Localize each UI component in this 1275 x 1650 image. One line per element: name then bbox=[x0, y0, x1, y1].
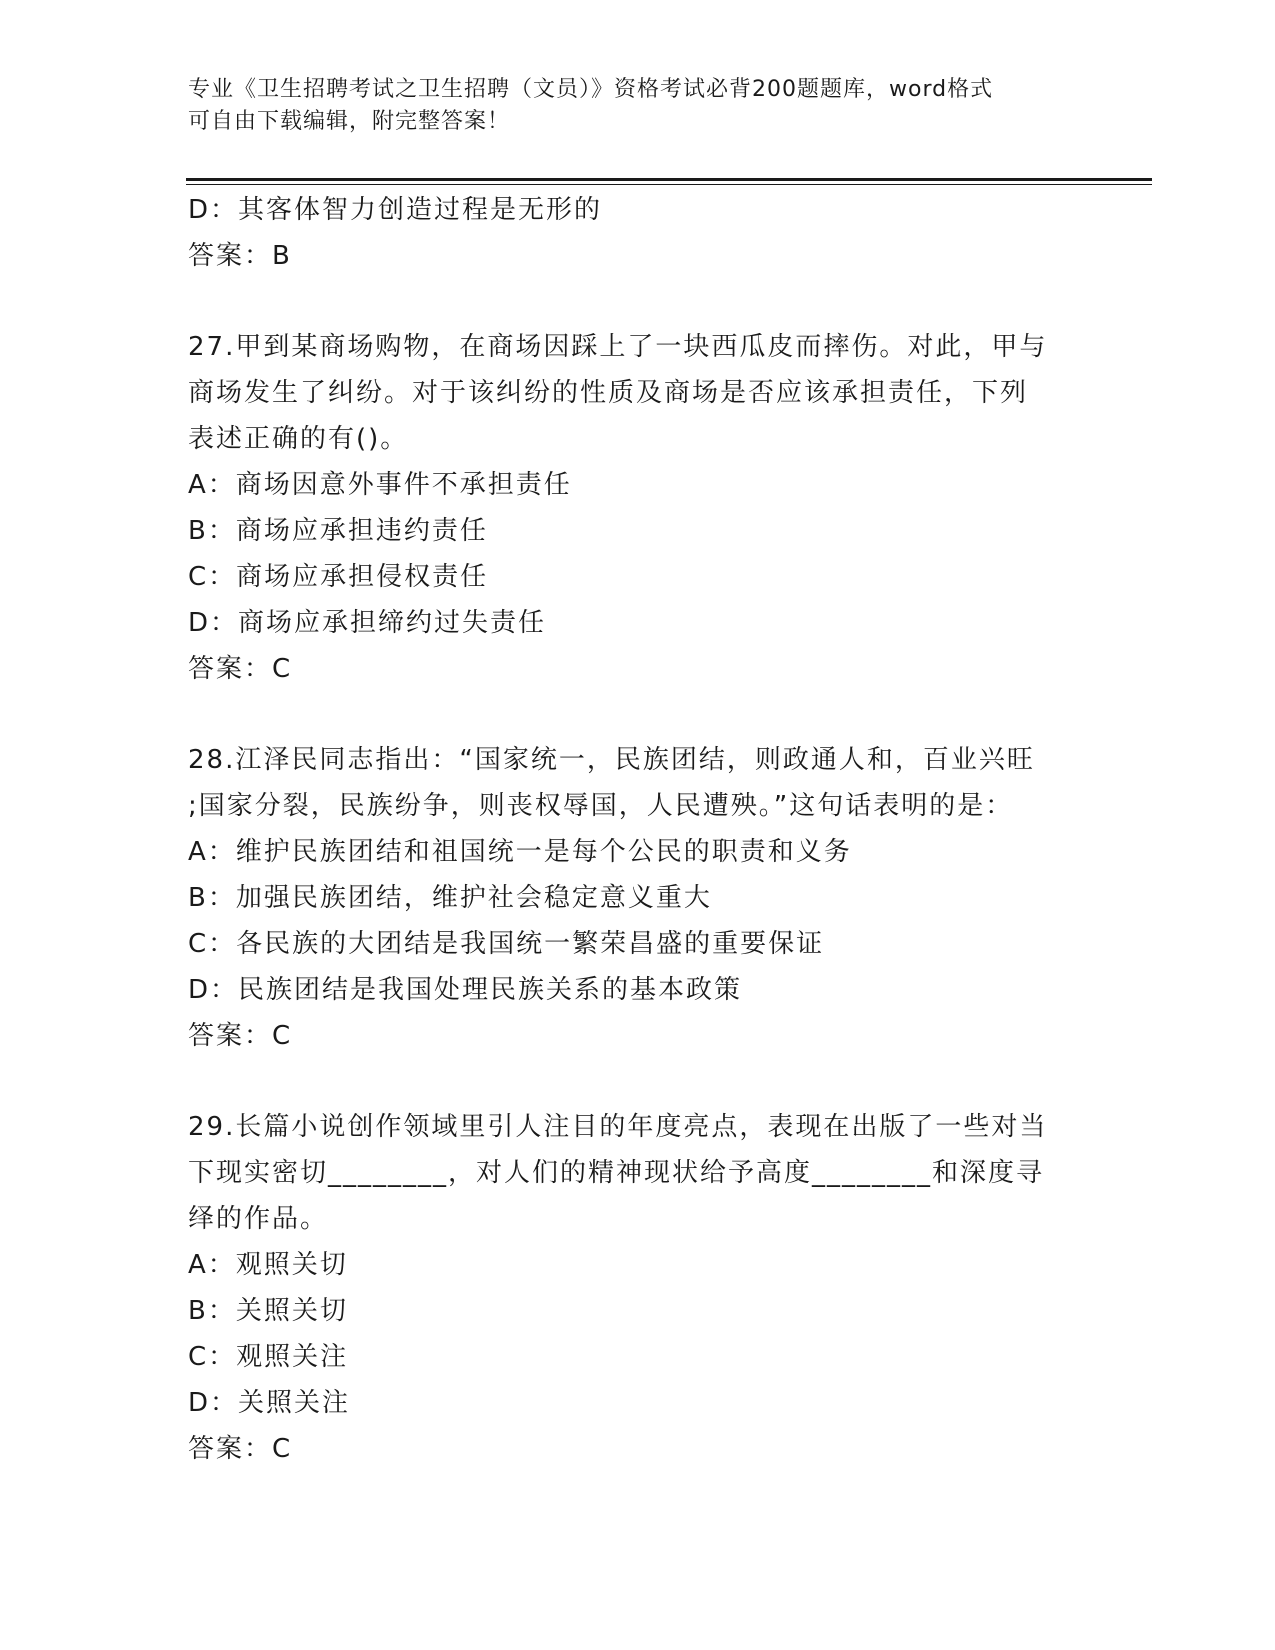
question-27 bbox=[188, 324, 1068, 692]
header-rule-thin bbox=[186, 184, 1152, 185]
option-b: B：关照关切 bbox=[188, 1296, 348, 1326]
answer-line: 答案：C bbox=[188, 1434, 293, 1464]
option-a: A：维护民族团结和祖国统一是每个公民的职责和义务 bbox=[188, 837, 852, 867]
option-c: C：各民族的大团结是我国统一繁荣昌盛的重要保证 bbox=[188, 929, 825, 959]
question-stem-line: 28.江泽民同志指出：“国家统一，民族团结，则政通人和，百业兴旺 bbox=[188, 745, 1035, 775]
option-d: D：民族团结是我国处理民族关系的基本政策 bbox=[188, 975, 743, 1005]
question-28 bbox=[188, 737, 1068, 1059]
question-stem-line: 表述正确的有()。 bbox=[188, 424, 409, 454]
question-stem-line: 27.甲到某商场购物，在商场因踩上了一块西瓜皮而摔伤。对此，甲与 bbox=[188, 332, 1048, 362]
spacer bbox=[188, 692, 1068, 737]
option-b: B：加强民族团结，维护社会稳定意义重大 bbox=[188, 883, 712, 913]
header-rule-thick bbox=[186, 178, 1152, 181]
option-d: D：关照关注 bbox=[188, 1388, 351, 1418]
option-d: D：其客体智力创造过程是无形的 bbox=[188, 195, 603, 225]
question-stem-line: 29.长篇小说创作领域里引人注目的年度亮点，表现在出版了一些对当 bbox=[188, 1112, 1048, 1142]
spacer bbox=[188, 279, 1068, 324]
spacer bbox=[188, 1059, 1068, 1104]
option-b: B：商场应承担违约责任 bbox=[188, 516, 488, 546]
document-body bbox=[188, 187, 1068, 1472]
header-line-2: 可自由下载编辑，附完整答案！ bbox=[188, 109, 511, 134]
option-c: C：观照关注 bbox=[188, 1342, 349, 1372]
option-d: D：商场应承担缔约过失责任 bbox=[188, 608, 547, 638]
document-header bbox=[188, 74, 1068, 138]
question-stem-line: 绎的作品。 bbox=[188, 1204, 329, 1234]
header-line-1: 专业《卫生招聘考试之卫生招聘（文员）》资格考试必背200题题库，word格式 bbox=[188, 77, 994, 102]
answer-line: 答案：B bbox=[188, 241, 292, 271]
option-a: A：商场因意外事件不承担责任 bbox=[188, 470, 572, 500]
previous-question-tail bbox=[188, 187, 1068, 279]
question-29 bbox=[188, 1104, 1068, 1472]
option-a: A：观照关切 bbox=[188, 1250, 348, 1280]
option-c: C：商场应承担侵权责任 bbox=[188, 562, 489, 592]
answer-line: 答案：C bbox=[188, 1021, 293, 1051]
question-stem-line: 下现实密切________，对人们的精神现状给予高度________和深度寻 bbox=[188, 1158, 1045, 1188]
answer-line: 答案：C bbox=[188, 654, 293, 684]
question-stem-line: 商场发生了纠纷。对于该纠纷的性质及商场是否应该承担责任，下列 bbox=[188, 378, 1029, 408]
question-stem-line: ;国家分裂，民族纷争，则丧权辱国，人民遭殃。”这句话表明的是： bbox=[188, 791, 1014, 821]
